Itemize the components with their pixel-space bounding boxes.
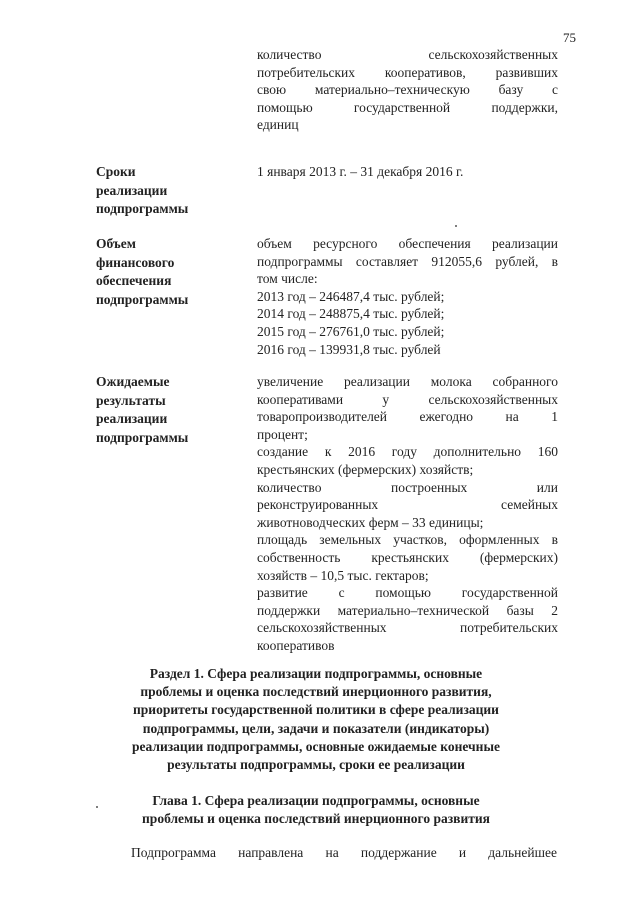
scan-speck	[96, 806, 98, 808]
row-label-expected-results: Ожидаемые результаты реализации подпрограммы	[96, 374, 189, 445]
row-label-funding: Объем финансового обеспечения подпрограммы	[96, 236, 189, 307]
row-value-timeframe: 1 января 2013 г. – 31 декабря 2016 г.	[257, 164, 464, 179]
section-heading: Раздел 1. Сфера реализации подпрограммы, основные проблемы и оценка последствий инерционного развития, приоритеты государственной политики в сфере реализации подпрограммы, цели, задачи и показатели (индикаторы) реализации подпрограммы, основные ожидаемые конечные результаты подпрограммы, сроки ее реализации	[132, 666, 500, 773]
row-value: количество сельскохозяйственных потребительских кооперативов, развивших свою материально–техническую базу с помощью государственной поддержки, единиц	[257, 47, 558, 133]
page-number: 75	[563, 30, 576, 45]
row-indicators-continued	[257, 46, 558, 134]
row-value-expected-results: увеличение реализации молока собранного кооперативами у сельскохозяйственных товаропроизводителей ежегодно на 1 процент; создание к 2016 году дополнительно 160 крестьянских (фермерских) хозяйств; количество построенных или реконструированных семейных животноводческих ферм – 33 единицы; площадь земельных участков, оформленных в собственность крестьянских (фермерских) хозяйств – 10,5 тыс. гектаров; развитие с помощью государственной поддержки материально–технической базы 2 сельскохозяйственных потребительских кооперативов	[257, 374, 558, 653]
row-label-timeframe: Сроки реализации подпрограммы	[96, 164, 189, 216]
chapter-heading: Глава 1. Сфера реализации подпрограммы, основные проблемы и оценка последствий инерционного развития	[142, 793, 490, 827]
row-value-funding: объем ресурсного обеспечения реализации подпрограммы составляет 912055,6 рублей, в том числе: 2013 год – 246487,4 тыс. рублей; 2014 год – 248875,4 тыс. рублей; 2015 год – 276761,0 тыс. рублей; 2016 год – 139931,8 тыс. рублей	[257, 236, 558, 357]
scan-speck	[455, 225, 457, 227]
body-paragraph: Подпрограмма направлена на поддержание и дальнейшее	[131, 845, 557, 860]
